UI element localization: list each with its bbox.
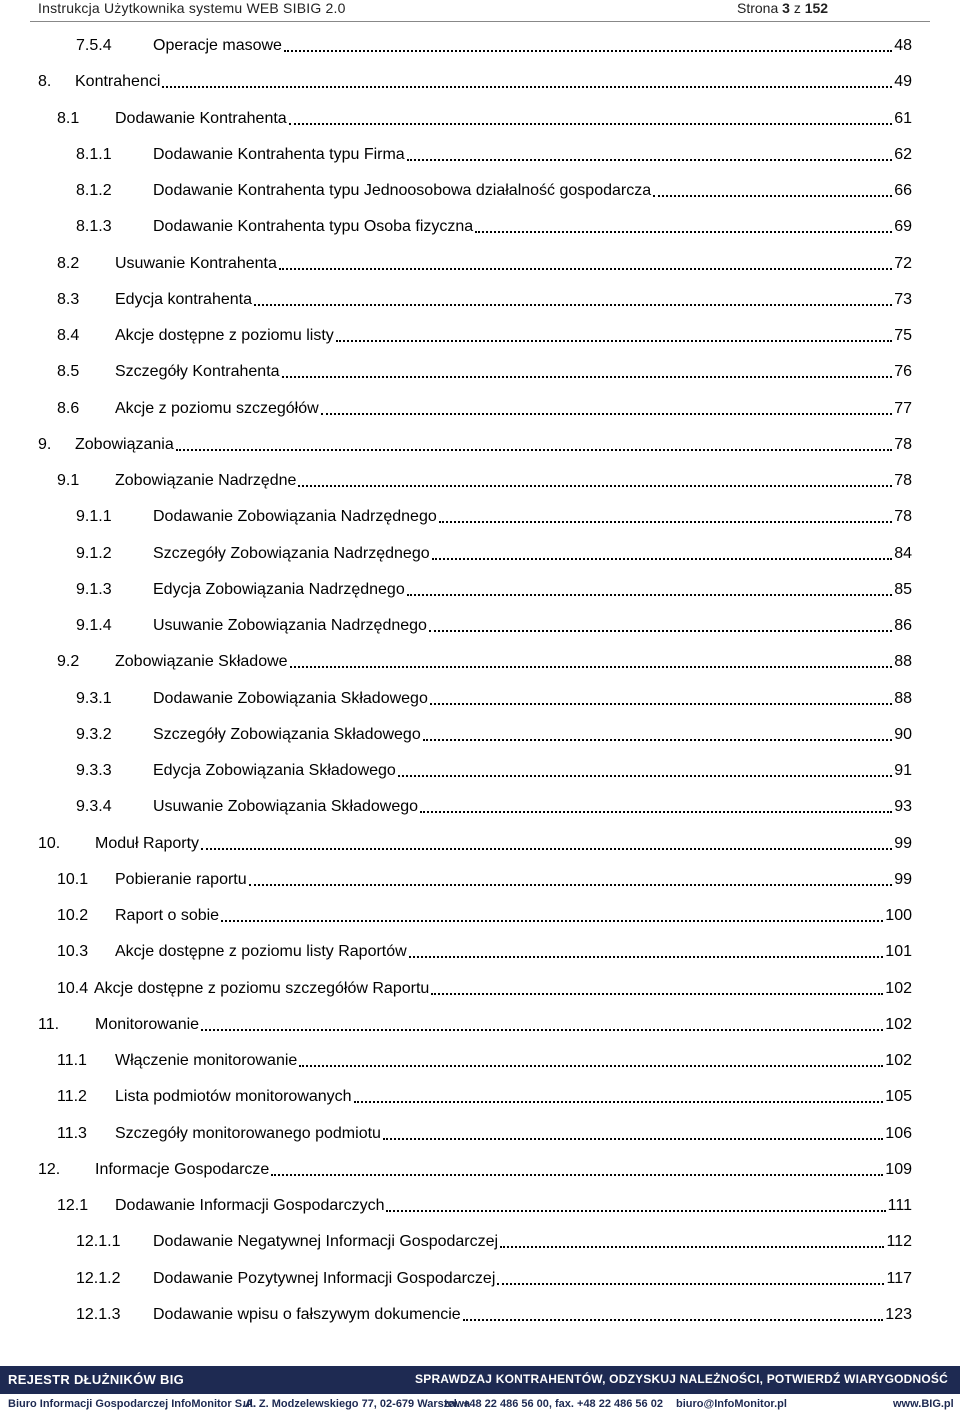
toc-entry-number: 10.2	[57, 907, 89, 924]
page-footer	[0, 1366, 960, 1415]
toc-entry-title: Szczegóły Zobowiązania Nadrzędnego	[153, 544, 430, 562]
toc-entry-title: Zobowiązania	[75, 435, 174, 453]
toc-entry-title: Dodawanie Kontrahenta	[115, 109, 287, 127]
page-header	[0, 0, 960, 22]
toc-dot-leader	[176, 449, 892, 451]
toc-dot-leader	[386, 1210, 885, 1212]
toc-entry-title: Pobieranie raportu	[115, 870, 247, 888]
toc-entry[interactable]	[76, 685, 912, 709]
toc-entry[interactable]	[76, 1228, 912, 1252]
toc-entry-title: Włączenie monitorowanie	[115, 1052, 298, 1069]
toc-entry-number: 12.	[38, 1160, 61, 1178]
toc-entry-page: 75	[894, 327, 912, 344]
toc-entry-title: Usuwanie Zobowiązania Składowego	[153, 798, 419, 816]
toc-dot-leader	[299, 1065, 883, 1067]
toc-entry-title: Dodawanie Zobowiązania Nadrzędnego	[153, 508, 437, 526]
toc-entry-page: 91	[894, 762, 912, 779]
toc-entry-page: 101	[885, 943, 912, 961]
toc-entry-number: 9.3.2	[76, 725, 112, 743]
toc-entry-title: Informacje Gospodarcze	[95, 1160, 270, 1178]
toc-dot-leader	[162, 86, 892, 88]
toc-entry-number: 10.	[38, 834, 61, 852]
toc-entry-page: 117	[886, 1269, 912, 1287]
toc-entry-number: 9.1	[57, 472, 80, 489]
toc-entry-title: Akcje dostępne z poziomu listy Raportów	[115, 943, 407, 961]
toc-entry-page: 66	[894, 182, 912, 199]
toc-entry[interactable]	[57, 648, 912, 672]
toc-entry-page: 86	[894, 617, 912, 634]
toc-entry[interactable]	[76, 757, 912, 781]
toc-dot-leader	[475, 231, 892, 233]
toc-entry-number: 9.1.4	[76, 617, 112, 634]
toc-dot-leader	[290, 666, 893, 668]
toc-entry-title: Moduł Raporty	[95, 834, 200, 852]
toc-dot-leader	[284, 50, 892, 52]
toc-entry[interactable]	[57, 975, 912, 999]
toc-entry-page: 111	[887, 1197, 912, 1214]
toc-entry-number: 11.2	[57, 1088, 87, 1106]
footer-contact	[0, 1396, 960, 1415]
toc-entry-title: Usuwanie Zobowiązania Nadrzędnego	[153, 617, 427, 634]
toc-entry[interactable]	[38, 1156, 912, 1180]
toc-entry-page: 102	[885, 979, 912, 997]
header-divider	[30, 21, 930, 22]
toc-entry-number: 10.3	[57, 943, 89, 961]
toc-entry-page: 99	[894, 870, 912, 888]
toc-entry[interactable]	[38, 431, 912, 455]
toc-entry[interactable]	[76, 793, 912, 817]
toc-entry[interactable]	[57, 1120, 912, 1144]
toc-dot-leader	[497, 1283, 884, 1285]
toc-entry-title: Usuwanie Kontrahenta	[115, 254, 277, 272]
toc-entry-title: Dodawanie Informacji Gospodarczych	[115, 1197, 385, 1214]
toc-entry-page: 72	[894, 254, 912, 272]
toc-entry-page: 102	[885, 1052, 912, 1069]
toc-entry-title: Raport o sobie	[115, 907, 220, 924]
toc-entry[interactable]	[76, 576, 912, 600]
toc-dot-leader	[463, 1319, 884, 1321]
toc-entry[interactable]	[57, 105, 912, 129]
toc-entry-title: Edycja Zobowiązania Składowego	[153, 762, 396, 779]
toc-dot-leader	[420, 811, 892, 813]
toc-entry-page: 77	[894, 399, 912, 417]
toc-entry-page: 78	[894, 508, 912, 526]
toc-entry-page: 88	[894, 653, 912, 671]
toc-entry[interactable]	[57, 902, 912, 926]
toc-entry-title: Kontrahenci	[75, 73, 161, 91]
toc-entry-page: 78	[894, 472, 912, 489]
toc-entry[interactable]	[57, 286, 912, 310]
toc-entry-number: 11.1	[57, 1052, 87, 1069]
toc-entry[interactable]	[76, 1265, 912, 1289]
toc-entry-number: 7.5.4	[76, 37, 112, 54]
toc-entry-page: 61	[894, 109, 912, 127]
toc-entry-title: Zobowiązanie Nadrzędne	[115, 472, 297, 489]
toc-entry-page: 123	[885, 1305, 912, 1323]
toc-dot-leader	[354, 1101, 884, 1103]
toc-entry-title: Dodawanie Pozytywnej Informacji Gospodarczej	[153, 1269, 496, 1287]
footer-address: ul. Z. Modzelewskiego 77, 02-679 Warszawa	[243, 1398, 471, 1410]
footer-slogan: SPRAWDZAJ KONTRAHENTÓW, ODZYSKUJ NALEŻNOŚCI, POTWIERDŹ WIARYGODNOŚĆ	[415, 1372, 948, 1386]
toc-entry-number: 8.6	[57, 399, 80, 417]
toc-entry[interactable]	[57, 358, 912, 382]
toc-entry-number: 8.1	[57, 109, 80, 127]
page-separator: z	[789, 0, 805, 16]
toc-entry-page: 49	[894, 73, 912, 91]
document-title: Instrukcja Użytkownika systemu WEB SIBIG 2.0	[38, 0, 346, 16]
toc-entry-title: Edycja kontrahenta	[115, 290, 252, 308]
toc-dot-leader	[321, 413, 893, 415]
toc-entry-number: 8.1.3	[76, 218, 112, 236]
toc-entry-page: 105	[885, 1088, 912, 1106]
toc-entry-page: 88	[894, 689, 912, 707]
toc-entry-title: Dodawanie wpisu o fałszywym dokumencie	[153, 1305, 461, 1323]
toc-entry[interactable]	[76, 503, 912, 527]
toc-dot-leader	[282, 376, 893, 378]
toc-entry-page: 90	[894, 725, 912, 743]
toc-entry[interactable]	[38, 68, 912, 92]
toc-entry-title: Akcje z poziomu szczegółów	[115, 399, 319, 417]
toc-entry-title: Monitorowanie	[95, 1015, 200, 1033]
toc-dot-leader	[201, 848, 892, 850]
page-prefix: Strona	[737, 0, 783, 16]
toc-entry-title: Zobowiązanie Składowe	[115, 653, 288, 671]
toc-dot-leader	[289, 123, 893, 125]
toc-entry-number: 11.	[38, 1015, 60, 1033]
toc-entry-title: Dodawanie Negatywnej Informacji Gospodarczej	[153, 1233, 499, 1251]
toc-dot-leader	[423, 739, 892, 741]
toc-entry[interactable]	[57, 395, 912, 419]
toc-dot-leader	[407, 594, 892, 596]
toc-entry-page: 78	[894, 435, 912, 453]
toc-entry-title: Dodawanie Zobowiązania Składowego	[153, 689, 428, 707]
toc-dot-leader	[439, 521, 892, 523]
toc-entry-number: 9.3.3	[76, 762, 112, 779]
toc-entry-number: 9.	[38, 435, 52, 453]
toc-dot-leader	[254, 304, 892, 306]
toc-entry-page: 69	[894, 218, 912, 236]
toc-entry-page: 99	[894, 834, 912, 852]
toc-entry[interactable]	[57, 1083, 912, 1107]
toc-dot-leader	[653, 195, 892, 197]
toc-entry[interactable]	[76, 721, 912, 745]
footer-email-link[interactable]: biuro@InfoMonitor.pl	[676, 1398, 787, 1410]
toc-entry-page: 100	[885, 907, 912, 924]
toc-dot-leader	[429, 630, 892, 632]
toc-entry-title: Dodawanie Kontrahenta typu Firma	[153, 145, 405, 163]
footer-brand: REJESTR DŁUŻNIKÓW BIG	[8, 1372, 185, 1387]
toc-entry[interactable]	[57, 467, 912, 491]
footer-website-link[interactable]: www.BIG.pl	[893, 1398, 954, 1410]
toc-entry-page: 93	[894, 798, 912, 816]
toc-entry-page: 109	[885, 1160, 912, 1178]
toc-entry-page: 73	[894, 290, 912, 308]
toc-entry-page: 62	[894, 145, 912, 163]
toc-entry-title: Operacje masowe	[153, 37, 282, 54]
toc-entry-title: Lista podmiotów monitorowanych	[115, 1088, 352, 1106]
toc-dot-leader	[398, 775, 892, 777]
toc-entry[interactable]	[57, 866, 912, 890]
toc-entry-page: 84	[894, 544, 912, 562]
toc-entry-number: 11.3	[57, 1124, 87, 1142]
toc-entry-number: 8.2	[57, 254, 80, 272]
toc-entry[interactable]	[76, 540, 912, 564]
toc-entry-number: 12.1.1	[76, 1233, 121, 1251]
toc-entry-number: 12.1.2	[76, 1269, 121, 1287]
toc-entry[interactable]	[76, 177, 912, 201]
toc-dot-leader	[409, 956, 884, 958]
toc-dot-leader	[500, 1246, 884, 1248]
toc-dot-leader	[407, 159, 893, 161]
toc-entry-title: Akcje dostępne z poziomu szczegółów Raportu	[94, 979, 430, 997]
toc-entry-title: Akcje dostępne z poziomu listy	[115, 327, 334, 344]
toc-dot-leader	[221, 920, 883, 922]
page-total: 152	[804, 0, 829, 16]
toc-dot-leader	[430, 703, 892, 705]
toc-entry-page: 48	[894, 37, 912, 54]
toc-entry-number: 8.1.1	[76, 145, 112, 163]
toc-entry[interactable]	[76, 1301, 912, 1325]
toc-dot-leader	[432, 558, 893, 560]
toc-entry-number: 8.3	[57, 290, 80, 308]
toc-entry-title: Dodawanie Kontrahenta typu Jednoosobowa działalność gospodarcza	[153, 182, 652, 199]
toc-entry-number: 8.5	[57, 363, 80, 381]
toc-entry-page: 112	[886, 1233, 912, 1251]
toc-entry-number: 9.1.1	[76, 508, 112, 526]
toc-entry[interactable]	[57, 1192, 912, 1216]
toc-dot-leader	[431, 993, 883, 995]
toc-entry-number: 8.1.2	[76, 182, 112, 199]
page-counter	[737, 0, 828, 16]
toc-dot-leader	[383, 1138, 883, 1140]
toc-entry[interactable]	[76, 612, 912, 636]
toc-entry-title: Edycja Zobowiązania Nadrzędnego	[153, 580, 405, 598]
toc-entry-title: Dodawanie Kontrahenta typu Osoba fizyczna	[153, 218, 474, 236]
footer-phone: tel. +48 22 486 56 00, fax. +48 22 486 56 02	[444, 1398, 663, 1410]
toc-entry-number: 12.1.3	[76, 1305, 121, 1323]
toc-entry-number: 9.2	[57, 653, 80, 671]
toc-entry[interactable]	[38, 1011, 912, 1035]
toc-entry[interactable]	[57, 938, 912, 962]
toc-entry-page: 85	[894, 580, 912, 598]
toc-entry[interactable]	[57, 250, 912, 274]
toc-dot-leader	[279, 268, 892, 270]
toc-entry[interactable]	[38, 830, 912, 854]
toc-dot-leader	[336, 340, 892, 342]
toc-entry[interactable]	[57, 322, 912, 346]
toc-dot-leader	[249, 884, 893, 886]
toc-entry-title: Szczegóły Zobowiązania Składowego	[153, 725, 421, 743]
toc-entry-page: 76	[894, 363, 912, 381]
toc-entry[interactable]	[76, 213, 912, 237]
toc-entry-page: 102	[885, 1015, 912, 1033]
toc-dot-leader	[201, 1029, 883, 1031]
toc-dot-leader	[298, 485, 892, 487]
toc-entry-page: 106	[885, 1124, 912, 1142]
footer-company: Biuro Informacji Gospodarczej InfoMonitor S.A.	[8, 1398, 257, 1410]
toc-dot-leader	[271, 1174, 883, 1176]
toc-entry[interactable]	[57, 1047, 912, 1071]
toc-entry-number: 10.4	[57, 979, 89, 997]
toc-entry[interactable]	[76, 32, 912, 56]
toc-entry-number: 9.1.2	[76, 544, 112, 562]
toc-entry-number: 9.3.1	[76, 689, 112, 707]
toc-entry-number: 12.1	[57, 1197, 89, 1214]
toc-entry-number: 8.	[38, 73, 52, 91]
toc-entry[interactable]	[76, 141, 912, 165]
page-current: 3	[782, 0, 790, 16]
toc-entry-number: 9.3.4	[76, 798, 112, 816]
toc-entry-title: Szczegóły monitorowanego podmiotu	[115, 1124, 381, 1142]
toc-entry-title: Szczegóły Kontrahenta	[115, 363, 280, 381]
toc-entry-number: 8.4	[57, 327, 80, 344]
toc-entry-number: 10.1	[57, 870, 89, 888]
toc-entry-number: 9.1.3	[76, 580, 112, 598]
footer-banner	[0, 1366, 960, 1394]
